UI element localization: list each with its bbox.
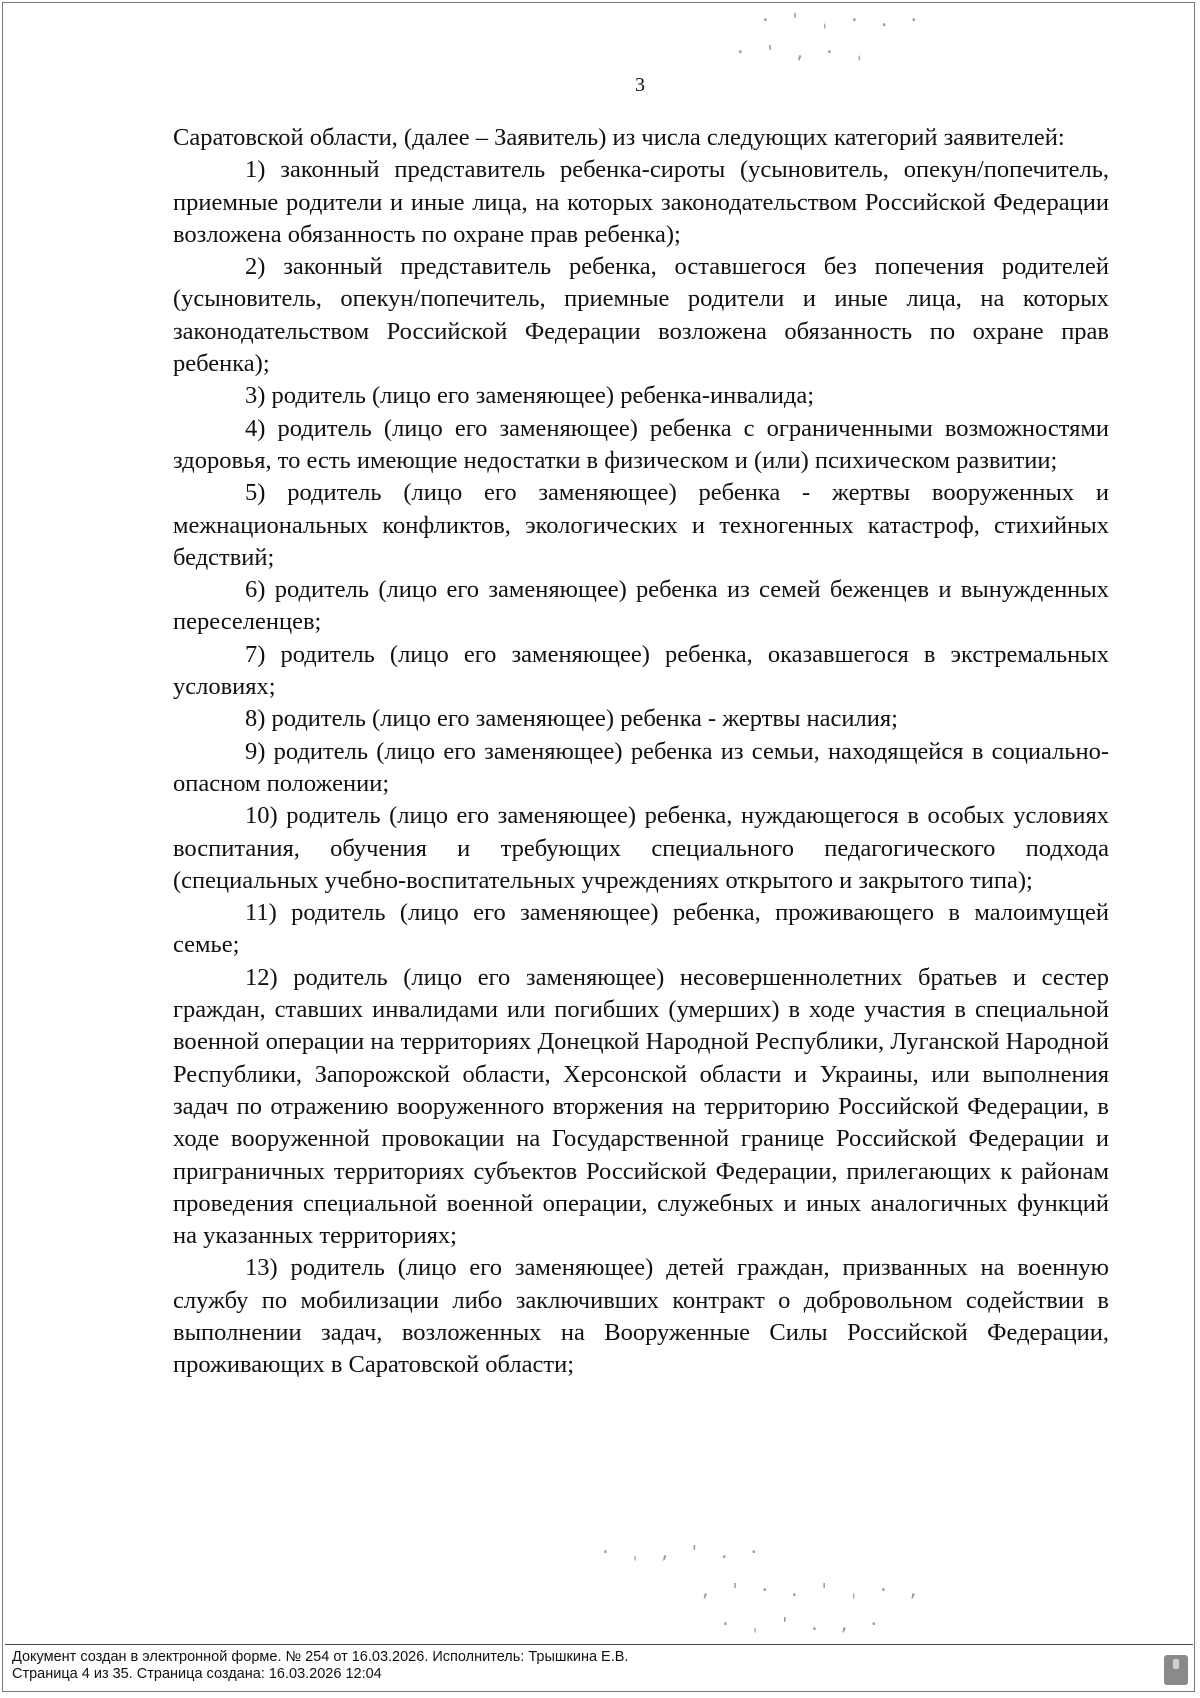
scan-noise-top: · ' ˌ · . · <box>760 10 924 31</box>
document-footer <box>12 1649 628 1683</box>
document-icon <box>1164 1655 1188 1685</box>
scan-noise-bottom-2: · ˌ ' . , · <box>720 1614 884 1635</box>
list-item: 8) родитель (лицо его заменяющее) ребенка - жертвы насилия; <box>245 705 898 733</box>
list-item: 13) родитель (лицо его заменяющее) детей граждан, призванных на военную службу по мобилизации либо заключивших контракт о добровольном содействии в выполнении задач, возложенных на Вооруженные Силы Российской Федерации, проживающих в Саратовской области; <box>173 1254 1109 1379</box>
page-number: 3 <box>635 74 645 96</box>
footer-line-2: Страница 4 из 35. Страница создана: 16.03.2026 12:04 <box>12 1666 382 1682</box>
footer-divider <box>5 1644 1193 1645</box>
intro-paragraph: Саратовской области, (далее – Заявитель) из числа следующих категорий заявителей: <box>173 124 1065 151</box>
list-item: 7) родитель (лицо его заменяющее) ребенка, оказавшегося в экстремальных условиях; <box>173 640 1109 701</box>
footer-line-1: Документ создан в электронной форме. № 254 от 16.03.2026. Исполнитель: Трышкина Е.В. <box>12 1649 629 1665</box>
list-item: 10) родитель (лицо его заменяющее) ребенка, нуждающегося в особых условиях воспитания, обучения и требующих специального педагогического подхода (специальных учебно-воспитательных учреждениях открытого и закрытого типа); <box>173 802 1109 894</box>
scan-noise-top-2: · ' , · ˌ <box>735 42 869 63</box>
list-item: 2) законный представитель ребенка, оставшегося без попечения родителей (усыновитель, опекун/попечитель, приемные родители и иные лица, на которых законодательством Российской Федерации возложена обязанность по охране прав ребенка); <box>173 253 1109 378</box>
list-item: 1) законный представитель ребенка-сироты (усыновитель, опекун/попечитель, приемные родители и иные лица, на которых законодательством Российской Федерации возложена обязанность по охране прав ребенка); <box>173 156 1109 248</box>
list-item: 5) родитель (лицо его заменяющее) ребенка - жертвы вооруженных и межнациональных конфликтов, экологических и техногенных катастроф, стихийных бедствий; <box>173 479 1109 571</box>
list-item: 11) родитель (лицо его заменяющее) ребенка, проживающего в малоимущей семье; <box>173 899 1109 959</box>
list-item: 12) родитель (лицо его заменяющее) несовершеннолетних братьев и сестер граждан, ставших инвалидами или погибших (умерших) в ходе участия в специальной военной операции на территориях Донецкой Народной Республики, Луганской Народной Республики, Запорожской области, Херсонской области и Украины, или выполнения задач по отражению вооруженного вторжения на территорию Российской Федерации, в ходе вооруженной провокации на Государственной границе Российской Федерации и приграничных территориях субъектов Российской Федерации, прилегающих к районам проведения специальной военной операции, служебных и иных аналогичных функций на указанных территориях; <box>173 963 1109 1250</box>
scan-noise-right: · ˌ , ' . · <box>600 1542 764 1563</box>
list-item: 6) родитель (лицо его заменяющее) ребенка из семей беженцев и вынужденных переселенцев; <box>173 576 1109 636</box>
document-body <box>173 122 1109 1382</box>
list-item: 3) родитель (лицо его заменяющее) ребенка-инвалида; <box>245 382 815 410</box>
list-item: 4) родитель (лицо его заменяющее) ребенка с ограниченными возможностями здоровья, то есть имеющие недостатки в физическом и (или) психическом развитии; <box>173 414 1109 474</box>
list-item: 9) родитель (лицо его заменяющее) ребенка из семьи, находящейся в социально-опасном положении; <box>173 737 1109 797</box>
scan-noise-bottom: , ' · . ' ˌ · , <box>700 1580 923 1601</box>
